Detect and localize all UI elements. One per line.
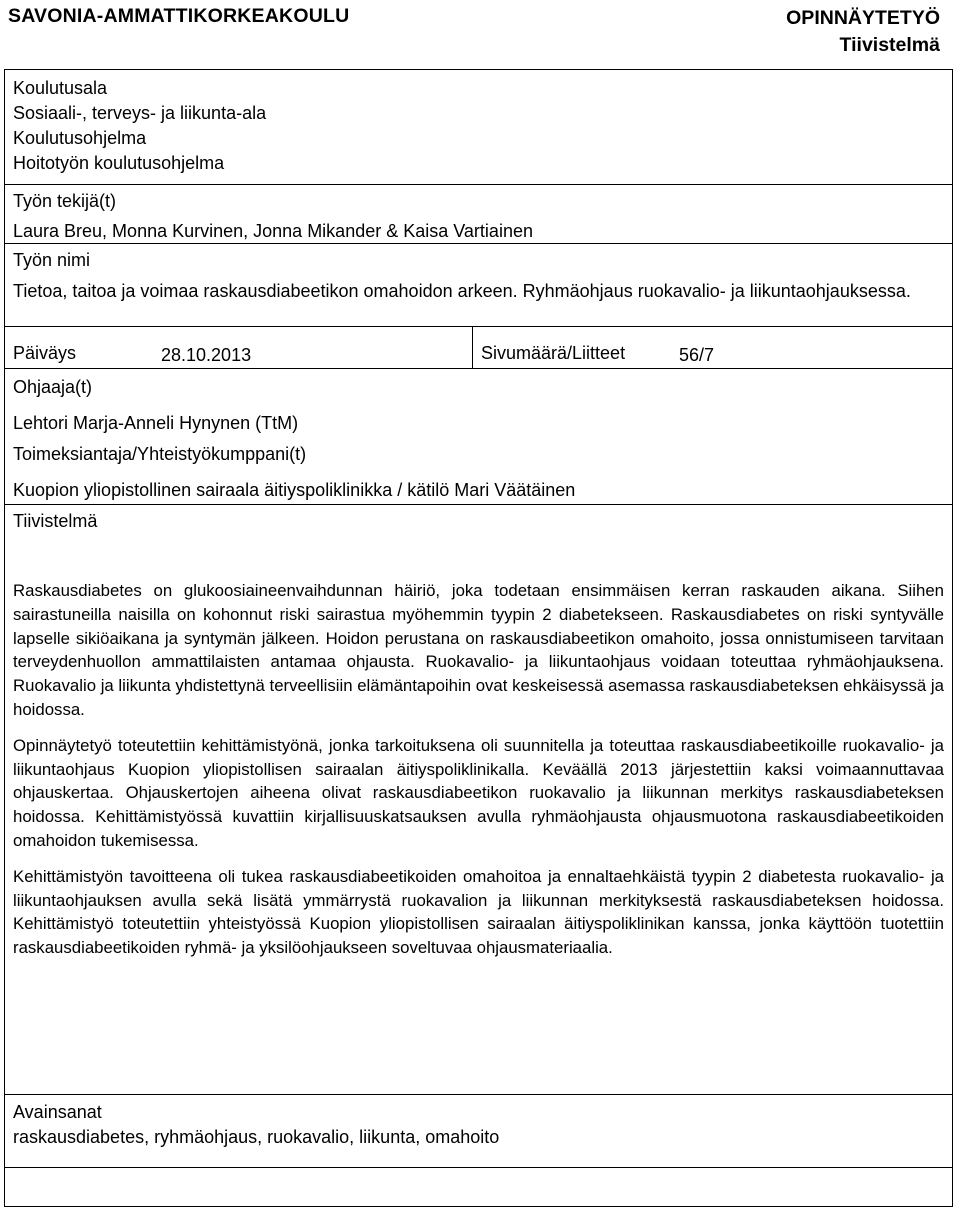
ohjaaja-value: Lehtori Marja-Anneli Hynynen (TtM) [13, 413, 299, 433]
abstract-paragraph-2: Opinnäytetyö toteutettiin kehittämistyönä, jonka tarkoituksena oli suunnitella ja toteuttaa raskausdiabeetikoille ruokavalio- ja liikuntaohjaus Kuopion yliopistollisen sairaalan äitiyspoliklinikalla. Keväällä 2013 järjestettiin kaksi voimaannuttavaa ohjauskertaa. Ohjauskertojen aiheena olivat raskausdiabeetikon ruokavalio ja liikunnan merkitys raskausdiabeteksen hoidossa. Kehittämistyössä kuvattiin kirjallisuuskatsauksen avulla ryhmäohjausta ohjausmuotona raskausdiabeetikoiden omahoidon tukemisessa. [13, 735, 944, 850]
koulutusohjelma-value: Hoitotyön koulutusohjelma [13, 153, 225, 173]
abstract-paragraph-1: Raskausdiabetes on glukoosiaineenvaihdunnan häiriö, joka todetaan ensimmäisen kerran raskauden aikana. Siihen sairastuneilla naisilla on kohonnut riski sairastua myöhemmin tyypin 2 diabetekseen. Raskausdiabetes on riski syntyvälle lapselle sikiöaikana ja syntymän jälkeen. Hoidon perustana on raskausdiabeetikon omahoito, jossa onnistumiseen tarvitaan terveydenhuollon ammattilaisten antamaa ohjausta. Ruokavalio- ja liikuntaohjaus voidaan toteuttaa ryhmäohjauksena. Ruokavalio ja liikunta yhdistettynä terveellisiin elämäntapoihin ovat keskeisessä asemassa raskausdiabeteksen ehkäisyssä ja hoidossa. [13, 581, 944, 719]
abstract-text [13, 579, 944, 972]
field-ohjaaja [5, 368, 952, 436]
document-type-subtitle: Tiivistelmä [839, 34, 940, 56]
field-tiivistelma [5, 504, 952, 534]
tekija-value: Laura Breu, Monna Kurvinen, Jonna Mikander & Kaisa Vartiainen [13, 221, 533, 241]
paivays-divider [472, 326, 473, 368]
sivumaara-value: 56/7 [679, 345, 715, 365]
abstract-form [4, 69, 953, 1207]
avainsanat-value: raskausdiabetes, ryhmäohjaus, ruokavalio, liikunta, omahoito [13, 1127, 500, 1147]
tekija-label: Työn tekijä(t) [13, 191, 117, 211]
avainsanat-label: Avainsanat [13, 1102, 102, 1122]
abstract-paragraph-3: Kehittämistyön tavoitteena oli tukea raskausdiabeetikoiden omahoitoa ja ennaltaehkäistä tyypin 2 diabetesta ruokavalio- ja liikuntaohjauksen avulla sekä lisätä ymmärrystä ruokavalion ja liikunnan merkityksestä raskausdiabeteksen hoidossa. Kehittämistyö toteutettiin yhteistyössä Kuopion yliopistollisen sairaalan äitiyspoliklinikan kanssa, jonka käyttöön tuotettiin raskausdiabeetikoiden ryhmä- ja yksilöohjaukseen soveltuvaa ohjausmateriaalia. [13, 866, 944, 958]
paivays-value: 28.10.2013 [161, 345, 252, 365]
koulutusala-label: Koulutusala [13, 78, 108, 98]
ohjaaja-label: Ohjaaja(t) [13, 377, 93, 397]
tiivistelma-label: Tiivistelmä [13, 511, 98, 531]
koulutusala-value: Sosiaali-, terveys- ja liikunta-ala [13, 103, 267, 123]
bottom-divider [5, 1167, 952, 1168]
field-nimi [5, 243, 952, 304]
field-toimeksiantaja [5, 442, 952, 503]
document-type [786, 5, 940, 59]
toimeksiantaja-label: Toimeksiantaja/Yhteistyökumppani(t) [13, 444, 307, 464]
toimeksiantaja-value: Kuopion yliopistollinen sairaala äitiyspoliklinikka / kätilö Mari Väätäinen [13, 480, 576, 500]
field-avainsanat [5, 1094, 952, 1150]
field-paivays-row [5, 326, 952, 368]
page-header [8, 2, 940, 60]
field-tekija [5, 184, 952, 244]
koulutusohjelma-label: Koulutusohjelma [13, 128, 147, 148]
institution-name: SAVONIA-AMMATTIKORKEAKOULU [8, 5, 350, 27]
document-type-title: OPINNÄYTETYÖ [786, 7, 940, 29]
field-koulutusala [5, 76, 952, 126]
field-koulutusohjelma [5, 126, 952, 176]
paivays-label: Päiväys [13, 343, 77, 363]
nimi-value: Tietoa, taitoa ja voimaa raskausdiabeetikon omahoidon arkeen. Ryhmäohjaus ruokavalio- ja liikuntaohjauksessa. [13, 281, 911, 301]
sivumaara-label: Sivumäärä/Liitteet [481, 343, 626, 363]
nimi-label: Työn nimi [13, 250, 91, 270]
